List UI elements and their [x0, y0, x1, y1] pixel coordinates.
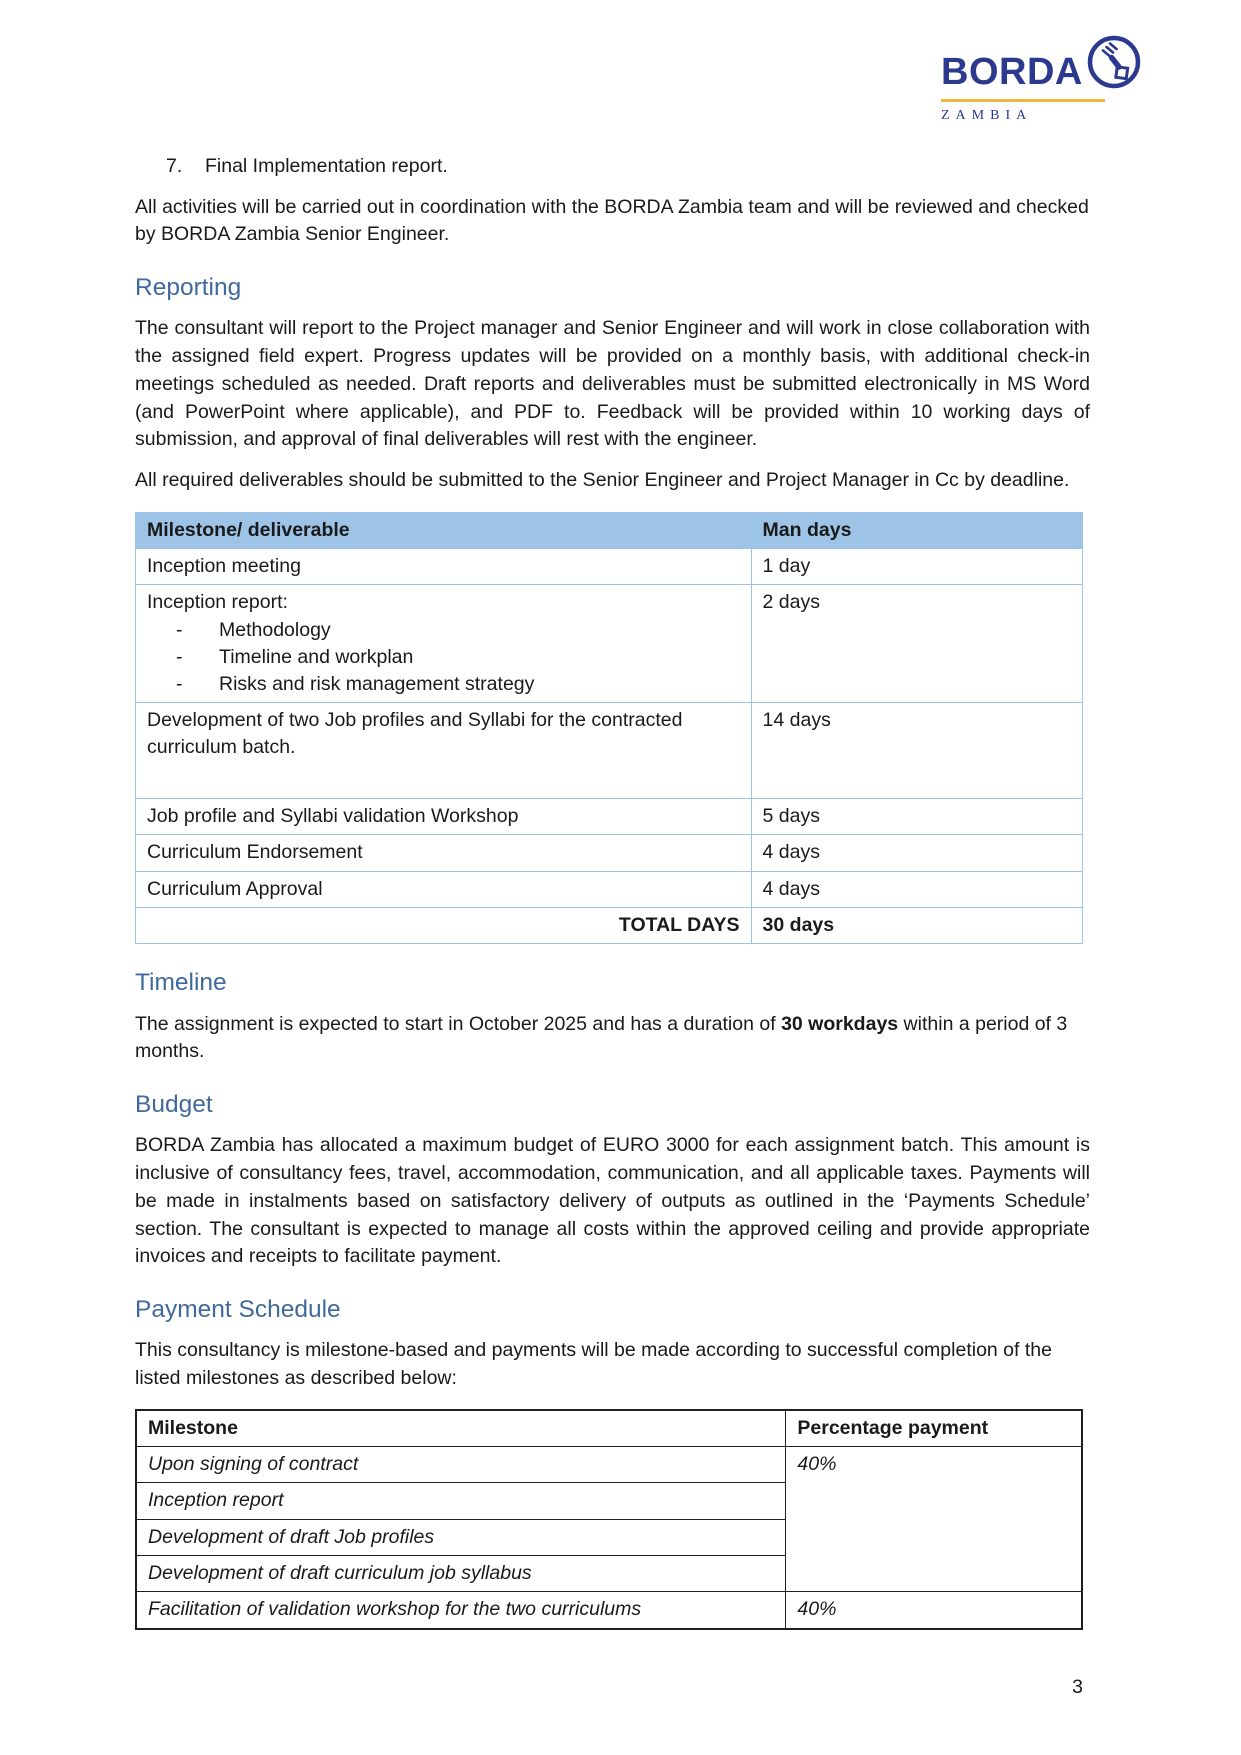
man-days-header-cell: Man days	[751, 512, 1082, 548]
payment-milestone-cell: Development of draft Job profiles	[136, 1519, 786, 1555]
milestone-cell	[136, 585, 752, 703]
milestone-cell-title: Inception report:	[147, 591, 288, 614]
page-number: 3	[1072, 1675, 1083, 1698]
document-content	[135, 0, 1090, 1699]
payment-percentage-cell: 40%	[786, 1447, 1082, 1592]
milestone-cell: Inception meeting	[136, 548, 752, 584]
total-days-label: TOTAL DAYS	[136, 908, 752, 944]
logo-brand-text: BORDA	[941, 51, 1083, 93]
table-row	[136, 835, 1083, 871]
days-cell: 14 days	[751, 703, 1082, 799]
milestone-subitem: - Risks and risk management strategy	[147, 671, 740, 697]
total-days-value: 30 days	[751, 908, 1082, 944]
percentage-payment-header-cell: Percentage payment	[786, 1410, 1082, 1447]
milestone-cell: Curriculum Endorsement	[136, 835, 752, 871]
payment-table	[135, 1409, 1083, 1630]
payment-milestone-header-cell: Milestone	[136, 1410, 786, 1447]
table-row	[136, 1447, 1082, 1483]
milestone-cell: Job profile and Syllabi validation Workshop	[136, 799, 752, 835]
handwash-icon	[1086, 34, 1142, 95]
days-cell: 5 days	[751, 799, 1082, 835]
milestone-subitem: - Timeline and workplan	[147, 644, 740, 670]
list-text: Final Implementation report.	[205, 155, 448, 177]
section-title-timeline: Timeline	[135, 969, 227, 997]
milestone-subitem: - Methodology	[147, 617, 740, 643]
table-row	[136, 548, 1083, 584]
payment-table-header-row	[136, 1410, 1082, 1447]
section-title-payment-schedule: Payment Schedule	[135, 1295, 341, 1323]
milestone-table	[135, 512, 1083, 945]
table-row	[136, 1592, 1082, 1629]
reporting-paragraph-2: All required deliverables should be submitted to the Senior Engineer and Project Manager in Cc by deadline.	[135, 468, 1070, 491]
days-cell: 2 days	[751, 585, 1082, 703]
days-cell: 4 days	[751, 871, 1082, 907]
payment-milestone-cell: Development of draft curriculum job syllabus	[136, 1555, 786, 1591]
milestone-table-header-row	[136, 512, 1083, 548]
dash-bullet: -	[176, 618, 183, 641]
milestone-header-cell: Milestone/ deliverable	[136, 512, 752, 548]
list-number: 7.	[166, 155, 183, 177]
dash-bullet: -	[176, 673, 183, 696]
days-cell: 1 day	[751, 548, 1082, 584]
milestone-cell: Curriculum Approval	[136, 871, 752, 907]
table-row	[136, 703, 1083, 799]
section-title-reporting: Reporting	[135, 274, 242, 302]
reporting-paragraph-1: The consultant will report to the Project manager and Senior Engineer and will work in close collaboration with the assigned field expert. Progress updates will be provided on a monthly basis, with additional check-in meetings scheduled as needed. Draft reports and deliverables must be submitted electronically in MS Word (and PowerPoint where applicable), and PDF to. Feedback will be provided within 10 working days of submission, and approval of final deliverables will rest with the engineer.	[135, 317, 1090, 451]
payment-milestone-cell: Upon signing of contract	[136, 1447, 786, 1483]
dash-bullet: -	[176, 645, 183, 668]
payment-milestone-cell: Inception report	[136, 1483, 786, 1519]
total-days-row	[136, 908, 1083, 944]
table-row	[136, 871, 1083, 907]
intro-paragraph: All activities will be carried out in coordination with the BORDA Zambia team and will be reviewed and checked by BORDA Zambia Senior Engineer.	[135, 195, 1089, 246]
timeline-paragraph: The assignment is expected to start in October 2025 and has a duration of 30 workdays within a period of 3 months.	[135, 1012, 1068, 1063]
payment-percentage-cell: 40%	[786, 1592, 1082, 1629]
days-cell: 4 days	[751, 835, 1082, 871]
logo-country-text: ZAMBIA	[941, 108, 1033, 123]
section-title-budget: Budget	[135, 1091, 213, 1119]
table-row	[136, 799, 1083, 835]
payment-milestone-cell: Facilitation of validation workshop for the two curriculums	[136, 1592, 786, 1629]
numbered-list-item-7	[135, 153, 1090, 181]
milestone-cell: Development of two Job profiles and Syllabi for the contracted curriculum batch.	[136, 703, 752, 799]
budget-paragraph: BORDA Zambia has allocated a maximum budget of EURO 3000 for each assignment batch. This amount is inclusive of consultancy fees, travel, accommodation, communication, and all applicable taxes. Payments will be made in instalments based on satisfactory delivery of outputs as outlined in the ‘Payments Schedule’ section. The consultant is expected to manage all costs within the approved ceiling and provide appropriate invoices and receipts to facilitate payment.	[135, 1134, 1090, 1268]
table-row	[136, 585, 1083, 703]
payment-schedule-paragraph: This consultancy is milestone-based and payments will be made according to successful completion of the listed milestones as described below:	[135, 1339, 1052, 1389]
workdays-bold-text: 30 workdays	[781, 1012, 899, 1035]
